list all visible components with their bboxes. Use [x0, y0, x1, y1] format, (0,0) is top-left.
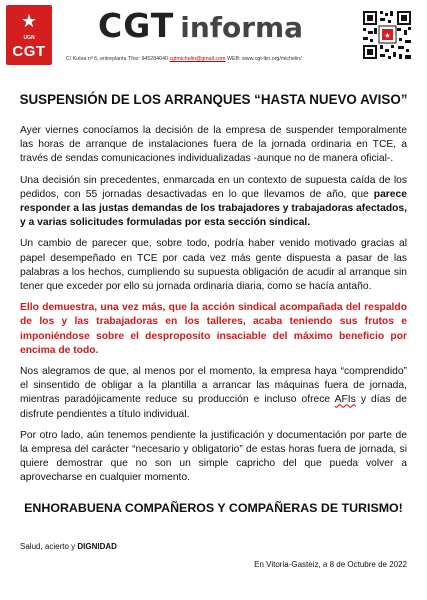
email-link[interactable]: cgtmichelin@gmail.com [169, 56, 226, 62]
paragraph-2-text: Una decisión sin precedentes, enmarcada en un contexto de supuesta caída de los pedidos, con 55 jornadas desactivadas en lo que llevamos de año, que [20, 174, 407, 200]
paragraph-2 [20, 174, 407, 231]
place-date: En Vitoria-Gasteiz, a 8 de Octubre de 2022 [254, 560, 407, 569]
salutation-bold: DIGNIDAD [77, 542, 117, 551]
qr-code-icon [361, 9, 413, 61]
logo-small-text: UGN [23, 35, 35, 41]
document-title: SUSPENSIÓN DE LOS ARRANQUES “HASTA NUEVO AVISO” [19, 92, 408, 107]
paragraph-2-bold: parece responder a las justas demandas de los trabajadores y trabajadoras afectados, y a varias solicitudes formuladas por esta sección sindical. [20, 188, 407, 229]
paragraph-1: Ayer viernes conocíamos la decisión de la empresa de suspender temporalmente las horas de arranque de instalaciones fuera de la jornada ordinaria en TCE, a través de sendas comunicaciones individualizadas -aunque no de manera oficial-. [20, 125, 407, 165]
contact-line [66, 56, 366, 62]
paragraph-5 [20, 365, 407, 422]
brand-title [98, 6, 303, 46]
svg-text:★: ★ [384, 33, 391, 40]
brand-cgt: CGT [98, 6, 175, 45]
logo-text: CGT [12, 43, 46, 60]
letterhead [0, 0, 427, 70]
star-icon: ★ [20, 11, 38, 31]
document-body [20, 124, 407, 493]
closing-heading: ENHORABUENA COMPAÑEROS Y COMPAÑERAS DE TURISMO! [24, 501, 403, 515]
web-text[interactable]: WEB: www.cgt-lkn.org/michelin/ [226, 56, 302, 62]
salutation-text: Salud, acierto y [20, 542, 78, 551]
paragraph-5-afis: AFIs [334, 394, 356, 406]
paragraph-4-highlight: Ello demuestra, una vez más, que la acción sindical acompañada del respaldo de los y las trabajadoras en los talleres, acaba teniendo sus frutos e imponiéndose sobre el desproposito insaciable del máximo beneficio por encima de todo. [20, 302, 407, 356]
paragraph-3: Un cambio de parecer que, sobre todo, podría haber venido motivado gracias al papel desempeñado en TCE por cada vez más gente dispuesta a pasar de las palabras a los hechos, cumpliendo su supuesta obligación de acudir al arranque sin tener que exceder por ello su jornada ordinaria diaria, como se hacía antaño. [20, 238, 407, 293]
salutation [20, 542, 117, 551]
paragraph-5-text: Nos alegramos de que, al menos por el momento, la empresa haya “comprendido” el sinsentido de obligar a la plantilla a arrancar las máquinas fuera de jornada, mientras paradójicamente reduce su producción e incluso ofrece [20, 366, 407, 406]
brand-informa: informa [180, 11, 304, 44]
paragraph-6: Por otro lado, aún tenemos pendiente la justificación y documentación por parte de la empresa del carácter “necesario y obligatorio” de estas horas fuera de jornada, si quiere demostrar que no son un simple capricho del que pueda volver a aprovecharse en cualquier momento. [20, 429, 407, 484]
address-text: C/ Kutxa nº 6, entreplanta Tfno: 945284040 [66, 56, 168, 62]
paragraph-5-end: y días de disfrute pendientes a título individual. [20, 394, 408, 420]
cgt-logo [6, 5, 52, 65]
